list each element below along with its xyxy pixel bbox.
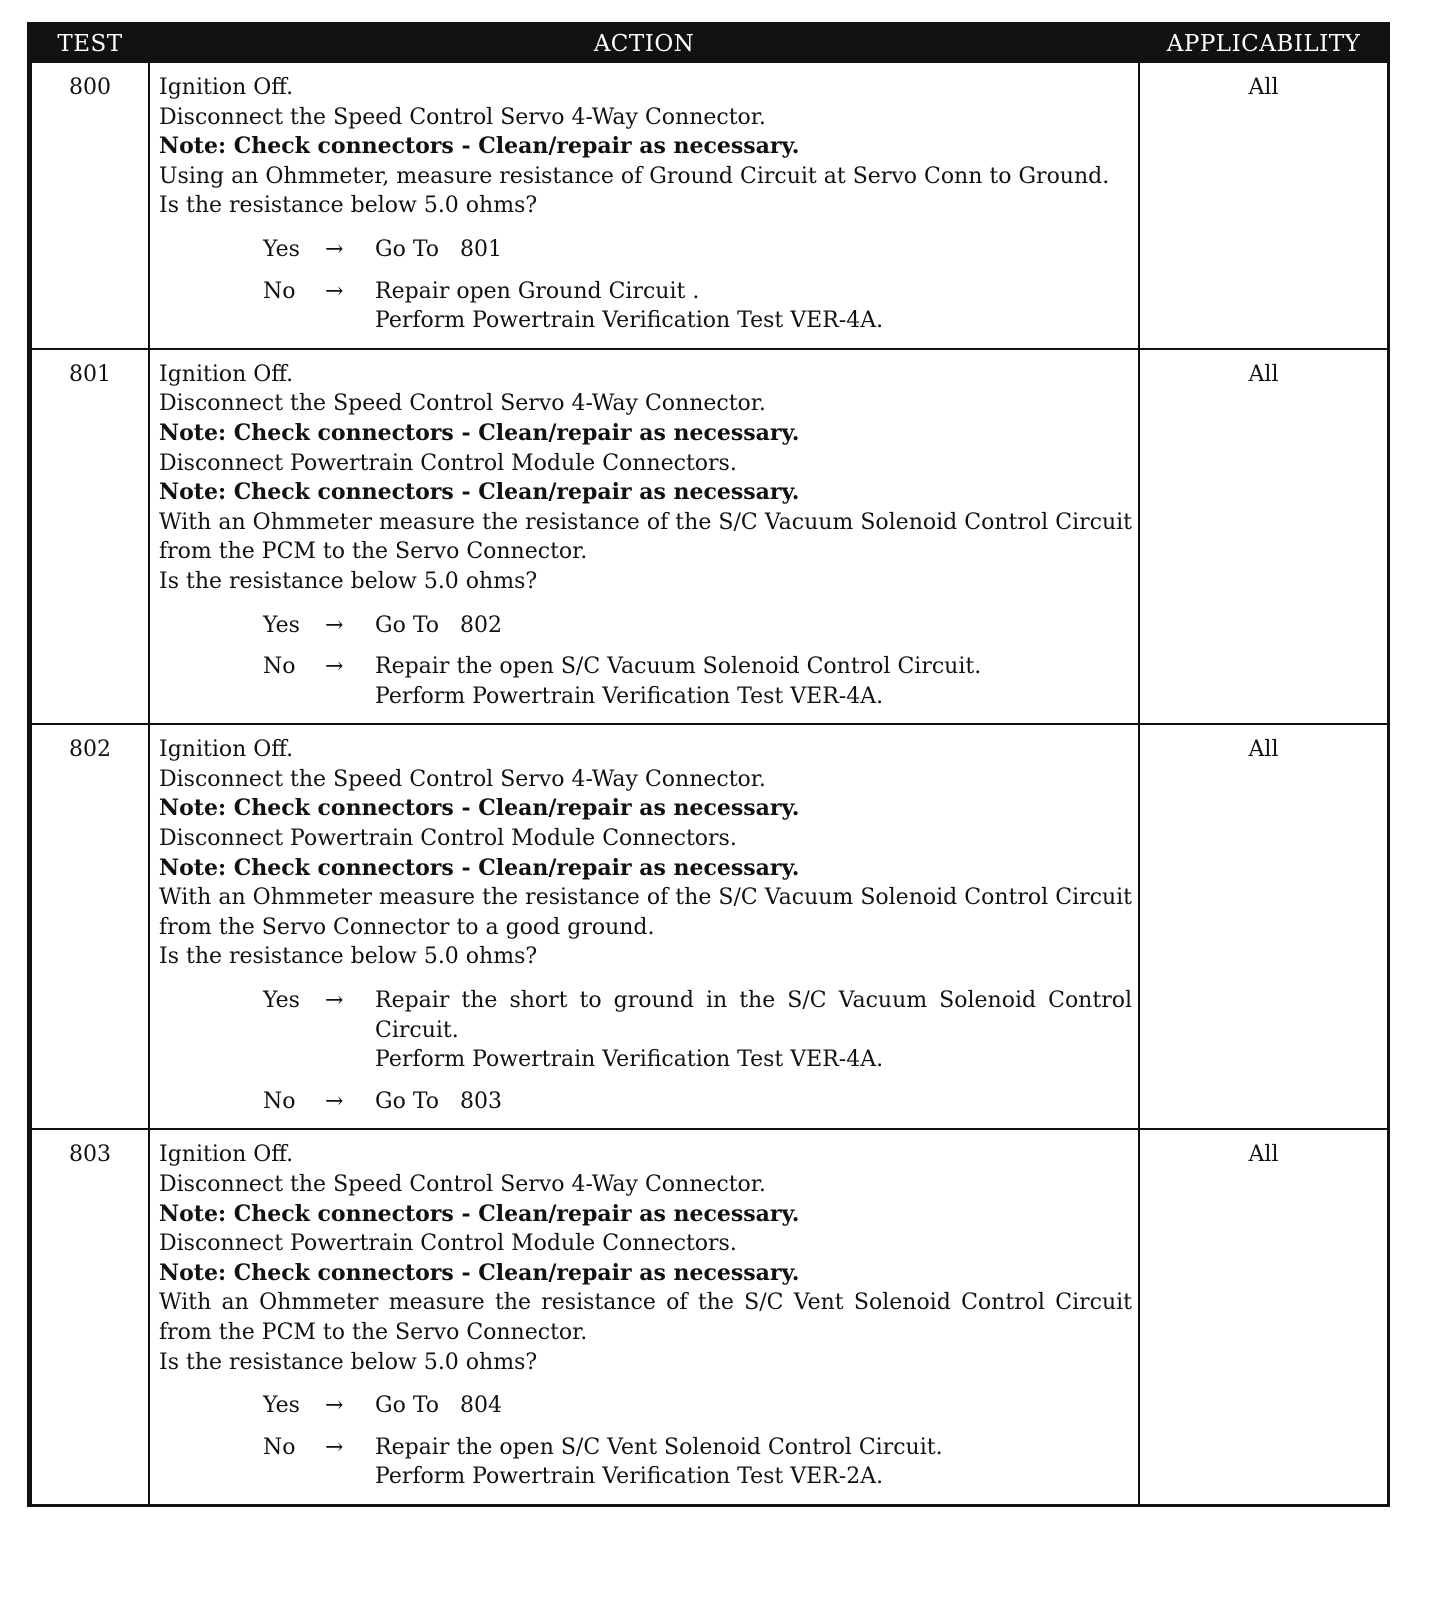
action-step: Disconnect Powertrain Control Module Connectors.	[159, 450, 737, 476]
applicability-value: All	[1139, 724, 1388, 1129]
action-step: Is the resistance below 5.0 ohms?	[159, 568, 538, 594]
arrow-right-icon: →	[325, 1434, 344, 1460]
table-body	[31, 63, 1388, 1504]
action-note: Note: Check connectors - Clean/repair as necessary.	[159, 854, 800, 881]
action-note: Note: Check connectors - Clean/repair as necessary.	[159, 1259, 800, 1286]
decision-result-line: Go To 802	[375, 612, 502, 638]
decision-option-no	[159, 652, 1132, 711]
action-step: Disconnect the Speed Control Servo 4-Way Connector.	[159, 766, 766, 792]
action-step: Ignition Off.	[159, 75, 294, 100]
table-row	[31, 63, 1388, 349]
applicability-value: All	[1139, 63, 1388, 349]
arrow-right-icon: →	[325, 278, 344, 304]
decision-result-line: Go To 801	[375, 236, 502, 262]
decision-option-yes	[159, 611, 1132, 641]
decision-result-line: Perform Powertrain Verification Test VER-4A.	[375, 308, 884, 334]
action-step: Disconnect the Speed Control Servo 4-Way Connector.	[159, 104, 766, 130]
arrow-right-icon: →	[325, 654, 344, 680]
applicability-value: All	[1139, 1129, 1388, 1504]
action-cell	[149, 63, 1139, 349]
header-action: ACTION	[149, 25, 1139, 63]
test-number: 803	[31, 1129, 149, 1504]
decision-result	[375, 1433, 1132, 1492]
action-step: With an Ohmmeter measure the resistance of the S/C Vent Solenoid Control Circuit from the PCM to the Servo Connector.	[159, 1290, 1132, 1345]
action-step: With an Ohmmeter measure the resistance of the S/C Vacuum Solenoid Control Circuit from the Servo Connector to a good ground.	[159, 885, 1132, 940]
action-step: Is the resistance below 5.0 ohms?	[159, 944, 538, 970]
table-row	[31, 724, 1388, 1129]
decision-option-no	[159, 277, 1132, 336]
action-step: Disconnect Powertrain Control Module Connectors.	[159, 1231, 737, 1257]
arrow-right-icon: →	[325, 612, 344, 638]
decision-option-yes	[159, 1391, 1132, 1421]
diagnostic-table	[30, 25, 1389, 1504]
decision-option-no	[159, 1433, 1132, 1492]
decision-label: No	[263, 1434, 296, 1460]
decision-options	[159, 235, 1132, 336]
action-step: Using an Ohmmeter, measure resistance of Ground Circuit at Servo Conn to Ground.	[159, 163, 1110, 189]
decision-label: Yes	[263, 988, 300, 1014]
decision-result	[375, 1391, 1132, 1421]
decision-result	[375, 1087, 1132, 1117]
decision-result-line: Repair open Ground Circuit .	[375, 278, 700, 304]
decision-label: Yes	[263, 236, 300, 262]
action-step: Ignition Off.	[159, 737, 294, 763]
action-cell	[149, 724, 1139, 1129]
decision-label: Yes	[263, 612, 300, 638]
action-step: Disconnect the Speed Control Servo 4-Way Connector.	[159, 1172, 766, 1197]
arrow-right-icon: →	[325, 236, 344, 262]
decision-result	[375, 652, 1132, 711]
arrow-right-icon: →	[325, 1393, 344, 1419]
decision-option-yes	[159, 235, 1132, 265]
diagnostic-table-frame	[27, 22, 1390, 1507]
table-row	[31, 349, 1388, 725]
action-step: Ignition Off.	[159, 1142, 294, 1168]
decision-result-line: Repair the open S/C Vacuum Solenoid Control Circuit.	[375, 654, 982, 680]
action-cell	[149, 349, 1139, 725]
action-step: Is the resistance below 5.0 ohms?	[159, 193, 538, 219]
action-note: Note: Check connectors - Clean/repair as necessary.	[159, 1200, 800, 1227]
table-row	[31, 1129, 1388, 1504]
arrow-right-icon: →	[325, 1088, 344, 1114]
decision-result-line: Perform Powertrain Verification Test VER-4A.	[375, 1047, 884, 1073]
action-step: Ignition Off.	[159, 361, 294, 387]
decision-result-line: Go To 804	[375, 1393, 502, 1419]
action-step: With an Ohmmeter measure the resistance of the S/C Vacuum Solenoid Control Circuit from the PCM to the Servo Connector.	[159, 509, 1132, 565]
decision-label: No	[263, 278, 296, 304]
header-applicability: APPLICABILITY	[1139, 25, 1388, 63]
decision-option-no	[159, 1087, 1132, 1117]
action-step: Disconnect Powertrain Control Module Connectors.	[159, 826, 737, 852]
decision-options	[159, 1391, 1132, 1492]
action-note: Note: Check connectors - Clean/repair as necessary.	[159, 419, 800, 446]
applicability-value: All	[1139, 349, 1388, 725]
decision-result-line: Go To 803	[375, 1088, 502, 1114]
decision-result-line: Perform Powertrain Verification Test VER-4A.	[375, 683, 884, 709]
action-cell	[149, 1129, 1139, 1504]
test-number: 801	[31, 349, 149, 725]
decision-options	[159, 611, 1132, 712]
decision-result	[375, 611, 1132, 641]
decision-result-line: Perform Powertrain Verification Test VER-2A.	[375, 1464, 884, 1490]
decision-options	[159, 986, 1139, 1116]
decision-result	[375, 235, 1132, 265]
decision-label: No	[263, 654, 296, 680]
action-step: Disconnect the Speed Control Servo 4-Way Connector.	[159, 391, 766, 417]
decision-label: No	[263, 1088, 296, 1114]
decision-result	[375, 986, 1139, 1075]
arrow-right-icon: →	[325, 988, 344, 1014]
decision-result-line: Repair the open S/C Vent Solenoid Control Circuit.	[375, 1434, 943, 1460]
decision-result	[375, 277, 1132, 336]
decision-label: Yes	[263, 1393, 300, 1419]
test-number: 802	[31, 724, 149, 1129]
decision-option-yes	[159, 986, 1139, 1075]
decision-result-line: Repair the short to ground in the S/C Vacuum Solenoid Control Circuit.	[375, 988, 1139, 1043]
table-header-row	[31, 25, 1388, 63]
header-test: TEST	[31, 25, 149, 63]
action-step: Is the resistance below 5.0 ohms?	[159, 1349, 538, 1375]
test-number: 800	[31, 63, 149, 349]
action-note: Note: Check connectors - Clean/repair as necessary.	[159, 479, 800, 506]
action-note: Note: Check connectors - Clean/repair as necessary.	[159, 795, 800, 822]
action-note: Note: Check connectors - Clean/repair as necessary.	[159, 133, 800, 160]
